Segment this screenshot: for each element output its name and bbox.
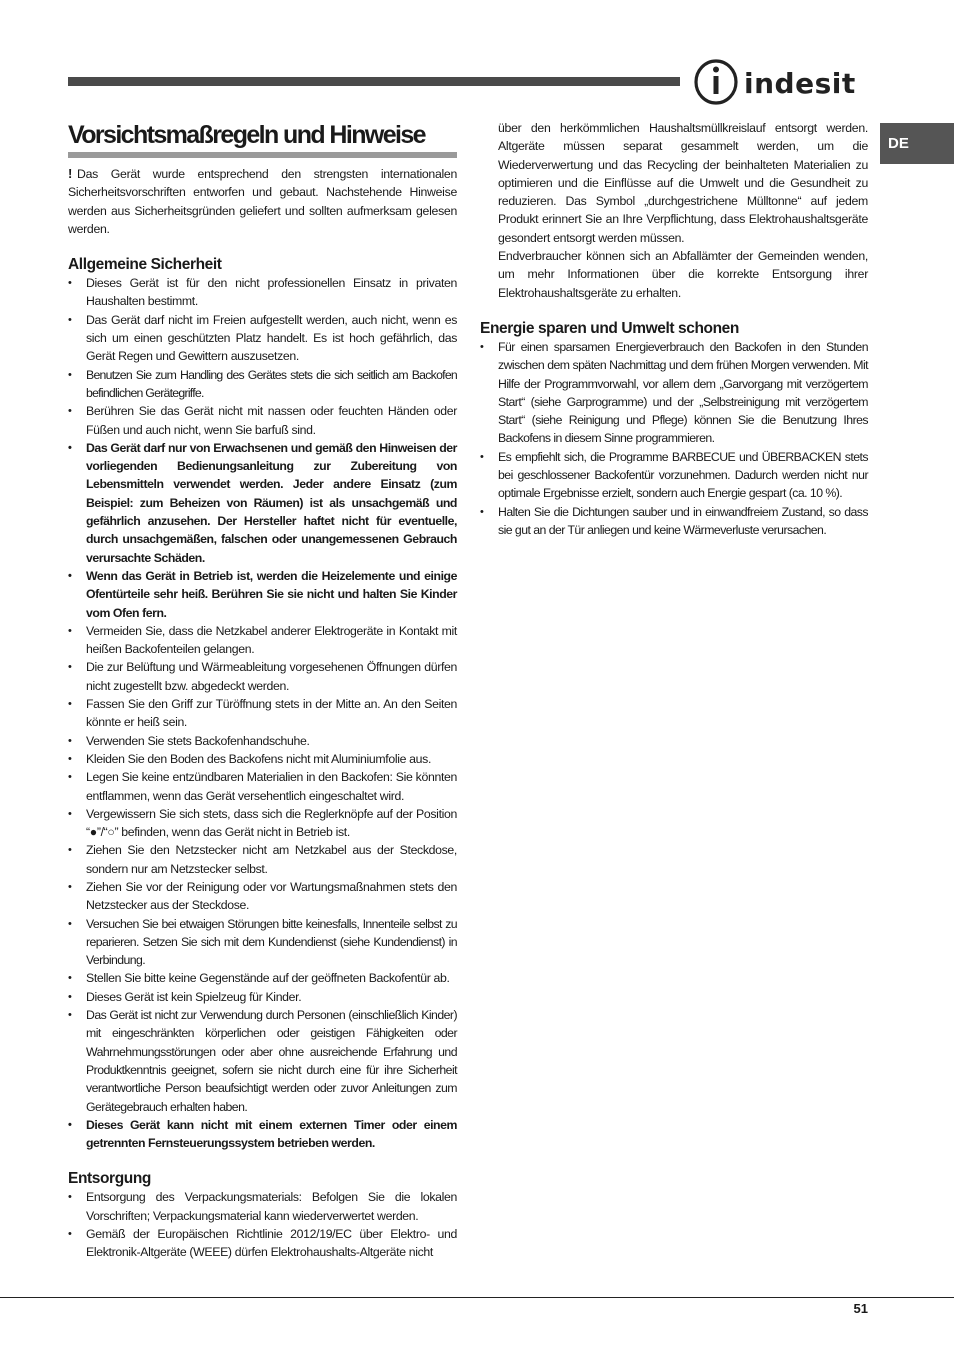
header-rule bbox=[68, 77, 680, 86]
list-item: • Dieses Gerät ist kein Spielzeug für Kinder. bbox=[68, 988, 457, 1006]
list-item: • Fassen Sie den Griff zur Türöffnung stets in der Mitte an. An den Seiten könnte er heiß sein. bbox=[68, 695, 457, 732]
list-item: • Berühren Sie das Gerät nicht mit nassen oder feuchten Händen oder Füßen und auch nicht, wenn Sie barfuß sind. bbox=[68, 402, 457, 439]
list-item: • Das Gerät ist nicht zur Verwendung durch Personen (einschließlich Kinder) mit eingeschränkten körperlichen oder geistigen Fähigkeiten oder Wahrnehmungsstörungen oder aber ohne ausreichende Erfahrung und Produktkenntnis geeignet, sofern sie nicht durch eine für ihre Sicherheit verantwortliche Person beaufsichtigt werden oder zuvor Anleitungen zum Gerätegebrauch erhalten haben. bbox=[68, 1006, 457, 1116]
heading-general-safety: Allgemeine Sicherheit bbox=[68, 256, 222, 274]
left-column bbox=[68, 165, 457, 1262]
list-item: • Das Gerät darf nicht im Freien aufgestellt werden, auch nicht, wenn es sich um einen geschützten Platz handelt. Es ist hoch gefährlich, das Gerät Regen und Gewittern auszusetzen. bbox=[68, 311, 457, 366]
list-item: • Das Gerät darf nur von Erwachsenen und gemäß den Hinweisen der vorliegenden Bedienungsanleitung zur Zubereitung von Lebensmitteln verwendet werden. Jeder andere Einsatz (zum Beispiel: zum Beheizen von Räumen) ist als unsachgemäß und gefährlich anzusehen. Der Hersteller haftet nicht für eventuelle, durch unsachgemäßen, falschen oder unangemessenen Gebrauch verursachte Schäden. bbox=[68, 439, 457, 567]
list-item: • Die zur Belüftung und Wärmeableitung vorgesehenen Öffnungen dürfen nicht zugestellt bzw. abgedeckt werden. bbox=[68, 658, 457, 695]
disposal-list bbox=[68, 1188, 457, 1261]
list-item: • Legen Sie keine entzündbaren Materialien in den Backofen: Sie könnten entflammen, wenn das Gerät versehentlich eingeschaltet wird. bbox=[68, 768, 457, 805]
page-title: Vorsichtsmaßregeln und Hinweise bbox=[68, 118, 457, 158]
disposal-consumer-note: Endverbraucher können sich an Abfallämter der Gemeinden wenden, um mehr Informationen über die korrekte Entsorgung ihrer Elektrohaushaltsgeräte zu erhalten. bbox=[498, 249, 868, 300]
warning-mark: ! bbox=[68, 166, 73, 181]
brand-wordmark: indesit bbox=[744, 67, 856, 100]
general-safety-list bbox=[68, 274, 457, 1152]
right-column bbox=[480, 119, 868, 539]
page-number: 51 bbox=[853, 1301, 868, 1316]
intro-text: Das Gerät wurde entsprechend den strengsten internationalen Sicherheitsvorschriften entworfen und gebaut. Nachstehende Hinweise werden aus Sicherheitsgründen geliefert und sollten aufmerksam gelesen werden. bbox=[68, 167, 457, 236]
list-item: • Für einen sparsamen Energieverbrauch den Backofen in den Stunden zwischen dem späten Nachmittag und dem frühen Morgen verwenden. Mit Hilfe der Programmvorwahl, vor allem dem „Garvorgang mit verzögertem Start“ (siehe Garprogramme) und der „Selbstreinigung mit verzögertem Start“ (siehe Reinigung und Pflege) können Sie die Benutzung Ihres Backofens in diesem Sinne programmieren. bbox=[480, 338, 868, 448]
intro-paragraph bbox=[68, 165, 457, 238]
indesit-logo bbox=[694, 58, 870, 106]
list-item: • Entsorgung des Verpackungsmaterials: Befolgen Sie die lokalen Vorschriften; Verpackungsmaterial kann wiederverwertet werden. bbox=[68, 1188, 457, 1225]
list-item: • Es empfiehlt sich, die Programme BARBECUE und ÜBERBACKEN stets bei geschlossener Backofentür vorzunehmen. Dadurch werden nicht nur optimale Ergebnisse erzielt, sondern auch Energie gespart (ca. 10 %). bbox=[480, 448, 868, 503]
footer-rule bbox=[0, 1297, 954, 1298]
list-item: • Ziehen Sie vor der Reinigung oder vor Wartungsmaßnahmen stets den Netzstecker aus der Steckdose. bbox=[68, 878, 457, 915]
list-item: • Halten Sie die Dichtungen sauber und in einwandfreiem Zustand, so dass sie gut an der Tür anliegen und keine Wärmeverluste verursachen. bbox=[480, 503, 868, 540]
list-item: • Versuchen Sie bei etwaigen Störungen bitte keinesfalls, Innenteile selbst zu reparieren. Setzen Sie sich mit dem Kundendienst (siehe Kundendienst) in Verbindung. bbox=[68, 915, 457, 970]
list-item: • Ziehen Sie den Netzstecker nicht am Netzkabel aus der Steckdose, sondern nur am Netzstecker selbst. bbox=[68, 841, 457, 878]
list-item: • Dieses Gerät kann nicht mit einem externen Timer oder einem getrennten Fernsteuerungssystem betrieben werden. bbox=[68, 1116, 457, 1153]
list-item: • Kleiden Sie den Boden des Backofens nicht mit Aluminiumfolie aus. bbox=[68, 750, 457, 768]
list-item: • Gemäß der Europäischen Richtlinie 2012/19/EC über Elektro- und Elektronik-Altgeräte (WEEE) dürfen Elektrohaushalts-Altgeräte nicht bbox=[68, 1225, 457, 1262]
energy-list bbox=[480, 338, 868, 539]
list-item: • Verwenden Sie stets Backofenhandschuhe. bbox=[68, 732, 457, 750]
list-item: • Dieses Gerät ist für den nicht professionellen Einsatz in privaten Haushalten bestimmt. bbox=[68, 274, 457, 311]
disposal-continuation: über den herkömmlichen Haushaltsmüllkreislauf entsorgt werden. Altgeräte müssen separat gesammelt werden, um die Wiederverwertung und das Recycling der beinhalteten Materialien zu optimieren und die Einflüsse auf die Umwelt und die Gesundheit zu reduzieren. Das Symbol „durchgestrichene Mülltonne“ auf jedem Produkt erinnert Sie an Ihre Verpflichtung, dass Elektrohaushaltsgeräte gesondert entsorgt werden müssen. bbox=[498, 121, 868, 245]
language-tab[interactable]: DE bbox=[880, 123, 954, 164]
heading-disposal: Entsorgung bbox=[68, 1170, 151, 1188]
list-item: • Vergewissern Sie sich stets, dass sich die Reglerknöpfe auf der Position “●”/“○” befinden, wenn das Gerät nicht in Betrieb ist. bbox=[68, 805, 457, 842]
list-item: • Benutzen Sie zum Handling des Gerätes stets die sich seitlich am Backofen befindlichen Gerätegriffe. bbox=[68, 366, 457, 403]
list-item: • Wenn das Gerät in Betrieb ist, werden die Heizelemente und einige Ofentürteile sehr heiß. Berühren Sie sie nicht und halten Sie Kinder vom Ofen fern. bbox=[68, 567, 457, 622]
list-item: • Stellen Sie bitte keine Gegenstände auf der geöffneten Backofentür ab. bbox=[68, 969, 457, 987]
heading-energy: Energie sparen und Umwelt schonen bbox=[480, 319, 739, 337]
list-item: • Vermeiden Sie, dass die Netzkabel anderer Elektrogeräte in Kontakt mit heißen Backofenteilen gelangen. bbox=[68, 622, 457, 659]
